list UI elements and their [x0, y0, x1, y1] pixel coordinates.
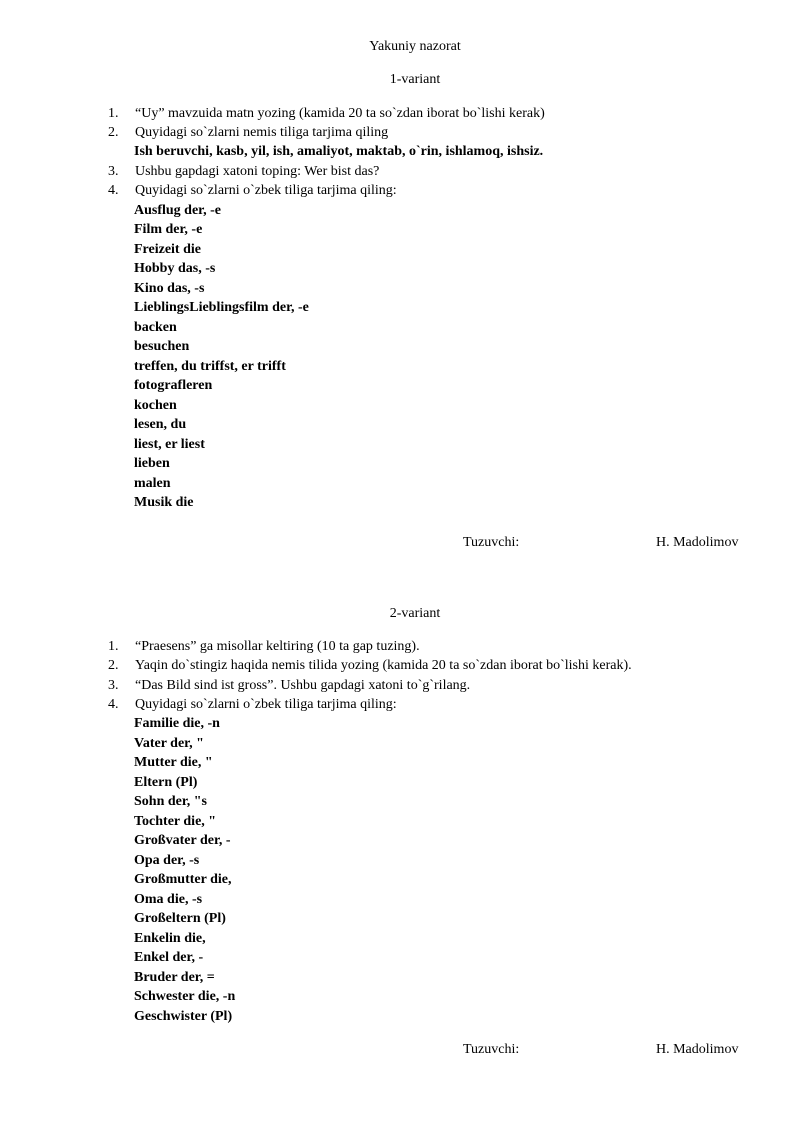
vocab-word: lieben — [134, 456, 170, 471]
vocab-word: Film der, -e — [134, 222, 203, 237]
vocab-word: malen — [134, 476, 171, 491]
task-number: 4. — [108, 697, 119, 712]
vocab-word: treffen, du triffst, er trifft — [134, 359, 286, 374]
task-2-word-list: Ish beruvchi, kasb, yil, ish, amaliyot, maktab, o`rin, ishlamoq, ishsiz. — [134, 144, 544, 159]
vocab-word: Schwester die, -n — [134, 989, 236, 1004]
vocab-word: Großmutter die, — [134, 872, 232, 887]
vocab-word: Ausflug der, -e — [134, 203, 221, 218]
vocab-word: backen — [134, 320, 177, 335]
task-text: Quyidagi so`zlarni nemis tiliga tarjima qiling — [135, 125, 389, 140]
vocab-word: Geschwister (Pl) — [134, 1009, 233, 1024]
signature-name: H. Madolimov — [656, 535, 739, 550]
task-text: Quyidagi so`zlarni o`zbek tiliga tarjima qiling: — [135, 183, 397, 198]
vocab-word: Tochter die, " — [134, 814, 217, 829]
page-title: Yakuniy nazorat — [369, 39, 461, 54]
vocab-word: Bruder der, = — [134, 970, 215, 985]
vocab-word: Opa der, -s — [134, 853, 200, 868]
task-number: 4. — [108, 183, 119, 198]
vocab-word: Familie die, -n — [134, 716, 220, 731]
vocab-word: Enkel der, - — [134, 950, 204, 965]
task-number: 3. — [108, 678, 119, 693]
vocab-word: kochen — [134, 398, 177, 413]
vocab-word: Hobby das, -s — [134, 261, 216, 276]
task-number: 2. — [108, 658, 119, 673]
variant-2-title: 2-variant — [389, 606, 441, 621]
task-text: Quyidagi so`zlarni o`zbek tiliga tarjima qiling: — [135, 697, 397, 712]
vocab-word: Großvater der, - — [134, 833, 231, 848]
vocab-word: Enkelin die, — [134, 931, 206, 946]
task-text: “Praesens” ga misollar keltiring (10 ta gap tuzing). — [135, 639, 420, 654]
vocab-word: Kino das, -s — [134, 281, 205, 296]
vocab-word: liest, er liest — [134, 437, 205, 452]
vocab-word: Vater der, " — [134, 736, 204, 751]
signature-name: H. Madolimov — [656, 1042, 739, 1057]
signature-label: Tuzuvchi: — [463, 1042, 520, 1057]
task-number: 3. — [108, 164, 119, 179]
vocab-word: Großeltern (Pl) — [134, 911, 226, 926]
vocab-word: fotografleren — [134, 378, 213, 393]
vocab-word: Mutter die, " — [134, 755, 213, 770]
task-number: 2. — [108, 125, 119, 140]
vocab-word: Oma die, -s — [134, 892, 203, 907]
vocab-word: lesen, du — [134, 417, 187, 432]
task-text: Yaqin do`stingiz haqida nemis tilida yozing (kamida 20 ta so`zdan iborat bo`lishi kerak). — [135, 658, 632, 673]
task-text: Ushbu gapdagi xatoni toping: Wer bist das? — [135, 164, 380, 179]
task-number: 1. — [108, 639, 119, 654]
signature-label: Tuzuvchi: — [463, 535, 520, 550]
vocab-word: Sohn der, "s — [134, 794, 208, 809]
task-text: “Uy” mavzuida matn yozing (kamida 20 ta so`zdan iborat bo`lishi kerak) — [135, 106, 545, 121]
task-number: 1. — [108, 106, 119, 121]
vocab-word: Musik die — [134, 495, 194, 510]
vocab-word: LieblingsLieblingsfilm der, -e — [134, 300, 309, 315]
vocab-word: Freizeit die — [134, 242, 201, 257]
vocab-word: Eltern (Pl) — [134, 775, 198, 790]
variant-1-title: 1-variant — [389, 72, 441, 87]
vocab-word: besuchen — [134, 339, 190, 354]
task-text: “Das Bild sind ist gross”. Ushbu gapdagi xatoni to`g`rilang. — [135, 678, 471, 693]
